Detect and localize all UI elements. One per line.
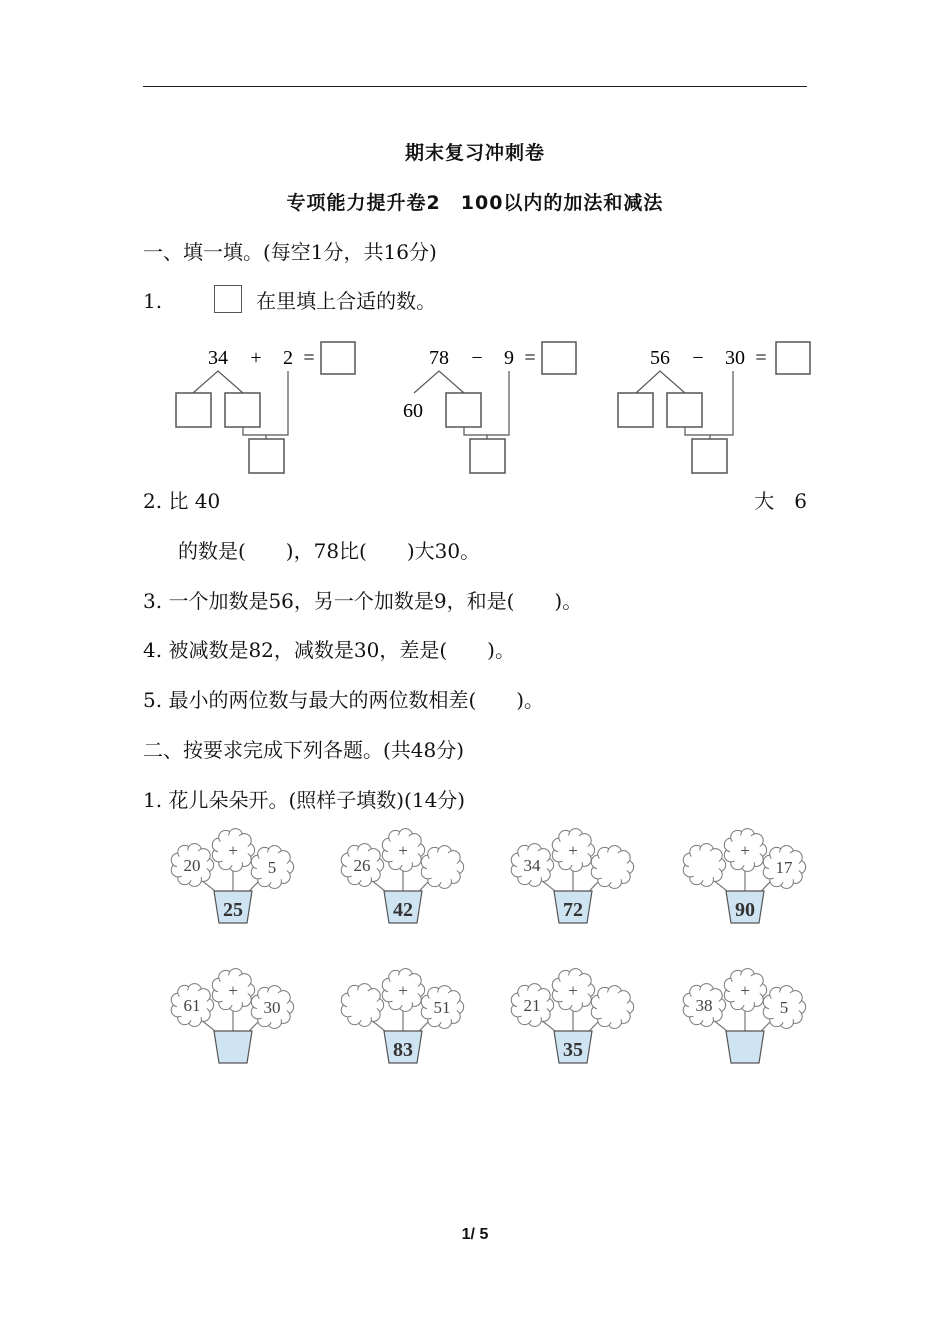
flower-pot-3 (511, 829, 633, 923)
decomp-1-sum-box[interactable] (249, 439, 284, 473)
flower-pot-1 (171, 829, 293, 923)
flower-left-value: 21 (523, 996, 541, 1015)
flower-pot-4 (683, 829, 805, 923)
flower-top-value: + (740, 841, 750, 860)
decomp-2-eq: = (524, 347, 536, 369)
flower-left-value: 38 (695, 996, 713, 1015)
question-1 (143, 285, 436, 314)
question-2-line2: 的数是( )，78比( )大30。 (178, 539, 481, 563)
decomp-1-op: + (250, 347, 262, 369)
decomp-2 (403, 342, 576, 473)
flower-left-value: 20 (183, 856, 201, 875)
pot-value: 25 (223, 899, 243, 921)
decomp-3-part-box-1[interactable] (618, 393, 653, 427)
flower-left-value: 26 (353, 856, 371, 875)
question-1-text: 在里填上合适的数。 (256, 289, 437, 313)
decomp-3 (618, 342, 810, 473)
question-5: 5. 最小的两位数与最大的两位数相差( )。 (143, 688, 545, 712)
decomp-3-op: − (692, 347, 704, 369)
decomp-2-op: − (471, 347, 483, 369)
decomp-2-part-box[interactable] (446, 393, 481, 427)
flower-pot-7 (511, 969, 633, 1063)
pot-value: 72 (563, 899, 583, 921)
decomp-2-result-box[interactable] (542, 342, 576, 374)
decomp-1-result-box[interactable] (321, 342, 355, 374)
flower-pot-2 (341, 829, 463, 923)
page-title: 期末复习冲刺卷 (404, 142, 545, 164)
flower-right[interactable] (591, 986, 633, 1029)
flower-top-value: + (568, 841, 578, 860)
flower-top-value: + (398, 841, 408, 860)
decomp-3-eq: = (755, 347, 767, 369)
flower-pots (0, 820, 950, 1080)
question-1-number: 1. (143, 289, 163, 313)
section2-question-1: 1. 花儿朵朵开。(照样子填数)(14分) (143, 788, 466, 812)
decomp-1-b: 2 (283, 347, 293, 369)
flower-top-value: + (568, 981, 578, 1000)
pot (214, 1031, 252, 1063)
pot (726, 1031, 764, 1063)
decomp-2-b: 9 (504, 347, 514, 369)
decomp-3-b: 30 (725, 347, 745, 369)
pot-value: 83 (393, 1039, 413, 1061)
section2-heading: 二、按要求完成下列各题。(共48分) (143, 738, 465, 762)
flower-right-value: 51 (433, 998, 451, 1017)
decomp-1 (176, 342, 355, 473)
question-3: 3. 一个加数是56，另一个加数是9，和是( )。 (143, 589, 583, 613)
question-2-part2: 大 6 (754, 489, 807, 513)
section1-heading: 一、填一填。(每空1分，共16分) (143, 240, 437, 264)
decomp-3-part-box-2[interactable] (667, 393, 702, 427)
flower-top-value: + (398, 981, 408, 1000)
pot-value: 42 (393, 899, 413, 921)
decomp-2-diff-box[interactable] (470, 439, 505, 473)
flower-pot-5 (171, 969, 293, 1063)
decomp-2-a: 78 (429, 347, 449, 369)
flower-top-value: + (740, 981, 750, 1000)
flower-right-value: 5 (779, 998, 789, 1017)
pot-value: 35 (563, 1039, 583, 1061)
flower-top-value: + (228, 841, 238, 860)
decomp-1-part-box-1[interactable] (176, 393, 211, 427)
page-number: 1/ 5 (461, 1226, 489, 1243)
flower-left-value: 61 (183, 996, 201, 1015)
flower-right-value: 5 (267, 858, 277, 877)
flower-right-value: 17 (775, 858, 793, 877)
page-subtitle: 专项能力提升卷2 100以内的加法和减法 (286, 192, 664, 214)
flower-pot-6 (341, 969, 463, 1063)
decomp-3-result-box[interactable] (776, 342, 810, 374)
decomposition-diagrams (0, 335, 950, 485)
header-rule (143, 86, 807, 87)
decomp-3-diff-box[interactable] (692, 439, 727, 473)
decomp-1-part-box-2[interactable] (225, 393, 260, 427)
flower-top-value: + (228, 981, 238, 1000)
decomp-2-given: 60 (403, 400, 423, 422)
decomp-1-eq: = (303, 347, 315, 369)
decomp-1-a: 34 (208, 347, 228, 369)
decomp-3-a: 56 (650, 347, 670, 369)
flower-left[interactable] (683, 844, 725, 887)
flower-right[interactable] (421, 846, 463, 889)
flower-right-value: 30 (263, 998, 281, 1017)
question-4: 4. 被减数是82，减数是30，差是( )。 (143, 638, 515, 662)
pot-value: 90 (735, 899, 755, 921)
answer-box-sample (214, 285, 242, 313)
question-2 (143, 485, 807, 514)
flower-pot-8 (683, 969, 805, 1063)
flower-left[interactable] (341, 984, 383, 1027)
flower-left-value: 34 (523, 856, 541, 875)
flower-right[interactable] (591, 846, 633, 889)
question-2-part1: 2. 比 40 (143, 489, 221, 513)
